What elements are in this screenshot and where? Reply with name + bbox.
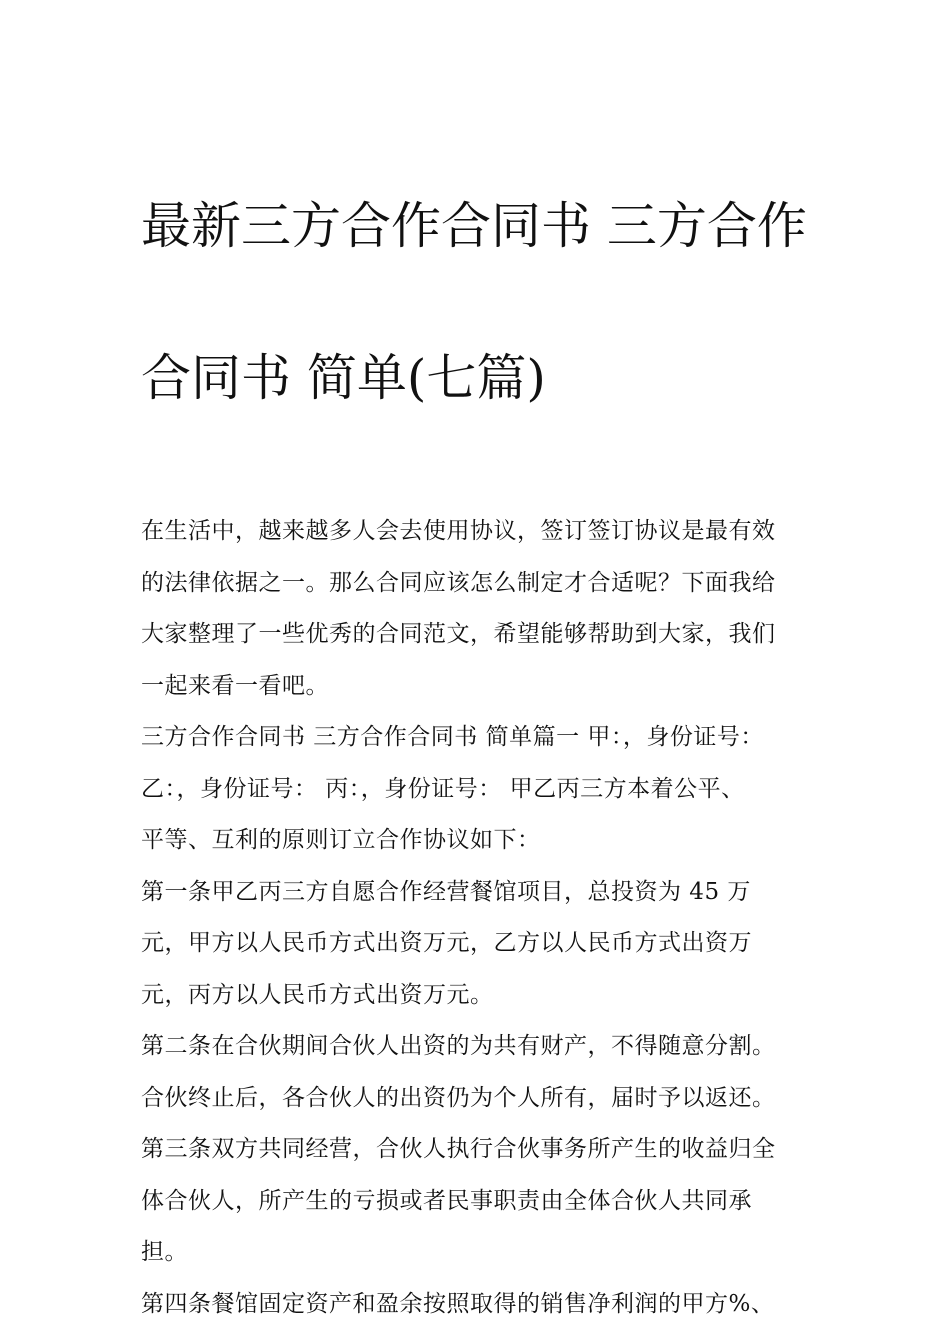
parties-paragraph xyxy=(141,712,821,867)
article-3-paragraph xyxy=(141,1124,821,1279)
text-line: 合伙终止后，各合伙人的出资仍为个人所有，届时予以返还。 xyxy=(141,1073,821,1125)
title-line: 最新三方合作合同书 三方合作 xyxy=(141,188,821,264)
text-line: 担。 xyxy=(141,1227,821,1279)
text-line: 元，丙方以人民币方式出资万元。 xyxy=(141,970,821,1022)
text-line: 体合伙人，所产生的亏损或者民事职责由全体合伙人共同承 xyxy=(141,1176,821,1228)
text-line: 第一条甲乙丙三方自愿合作经营餐馆项目，总投资为 45 万 xyxy=(141,867,821,919)
intro-paragraph xyxy=(141,506,821,712)
text-line: 三方合作合同书 三方合作合同书 简单篇一 甲：，身份证号： xyxy=(141,712,821,764)
document-page xyxy=(141,112,821,1330)
text-line: 平等、互利的原则订立合作协议如下： xyxy=(141,815,821,867)
text-line: 第三条双方共同经营，合伙人执行合伙事务所产生的收益归全 xyxy=(141,1124,821,1176)
text-line: 乙：，身份证号： 丙：，身份证号： 甲乙丙三方本着公平、 xyxy=(141,764,821,816)
document-title xyxy=(141,112,821,492)
text-line: 第四条餐馆固定资产和盈余按照取得的销售净利润的甲方%、 xyxy=(141,1279,821,1330)
text-line: 的法律依据之一。那么合同应该怎么制定才合适呢？下面我给 xyxy=(141,558,821,610)
text-line: 元，甲方以人民币方式出资万元，乙方以人民币方式出资万 xyxy=(141,918,821,970)
article-4-paragraph xyxy=(141,1279,821,1330)
article-1-paragraph xyxy=(141,867,821,1022)
title-line: 合同书 简单(七篇) xyxy=(141,340,821,416)
text-line: 大家整理了一些优秀的合同范文，希望能够帮助到大家，我们 xyxy=(141,609,821,661)
article-2-paragraph xyxy=(141,1021,821,1124)
text-line: 在生活中，越来越多人会去使用协议，签订签订协议是最有效 xyxy=(141,506,821,558)
text-line: 一起来看一看吧。 xyxy=(141,661,821,713)
text-line: 第二条在合伙期间合伙人出资的为共有财产，不得随意分割。 xyxy=(141,1021,821,1073)
